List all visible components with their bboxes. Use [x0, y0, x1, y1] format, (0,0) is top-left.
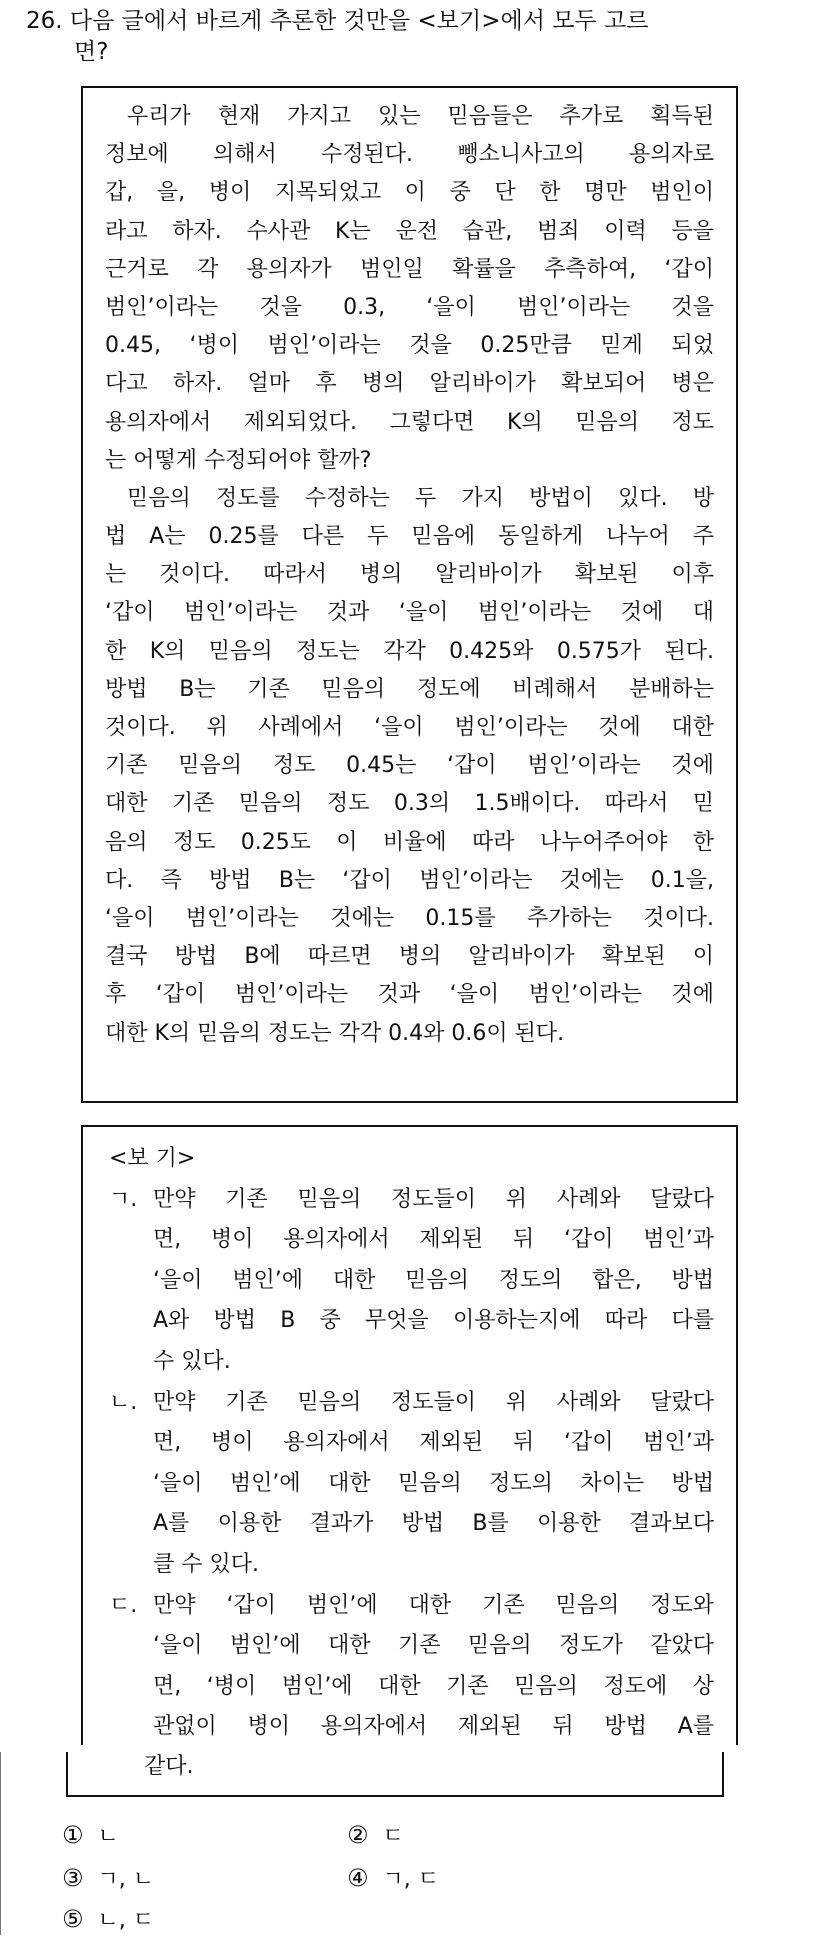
passage-line: 범인’이라는 것을 0.3, ‘을이 범인’이라는 것을: [105, 294, 714, 320]
answer-choice-4[interactable]: [347, 1863, 439, 1895]
choice-number: ③: [62, 1864, 84, 1892]
bogi-item-marker: ㄴ.: [109, 1389, 138, 1415]
answer-choice-2[interactable]: [347, 1820, 404, 1852]
passage-line: 근거로 각 용의자가 범인일 확률을 추측하여, ‘갑이: [105, 256, 714, 282]
passage-line: 한 K의 믿음의 정도는 각각 0.425와 0.575가 된다.: [105, 638, 714, 664]
bogi-item-line: ‘을이 범인’에 대한 믿음의 정도의 합은, 방법: [153, 1267, 714, 1293]
bogi-item-line: 만약 ‘갑이 범인’에 대한 기존 믿음의 정도와: [153, 1592, 714, 1618]
bogi-item-line: A를 이용한 결과가 방법 B를 이용한 결과보다: [153, 1511, 714, 1537]
bogi-item: [109, 1383, 714, 1586]
bogi-item: [109, 1586, 714, 1745]
passage-line: 후 ‘갑이 범인’이라는 것과 ‘을이 범인’이라는 것에: [105, 982, 714, 1008]
passage-line: 기존 믿음의 정도 0.45는 ‘갑이 범인’이라는 것에: [105, 753, 714, 779]
choice-number: ④: [347, 1864, 369, 1892]
choice-text: ㄱ, ㄷ: [382, 1867, 440, 1892]
passage-line: ‘갑이 범인’이라는 것과 ‘을이 범인’이라는 것에 대: [105, 600, 714, 626]
passage-line: 다고 하자. 얼마 후 병의 알리바이가 확보되어 병은: [105, 371, 714, 397]
bogi-item: [109, 1180, 714, 1383]
answer-choice-3[interactable]: [62, 1863, 154, 1895]
bogi-item-marker: ㄷ.: [109, 1592, 138, 1618]
page-divider: [0, 1752, 1, 1935]
choice-number: ①: [62, 1821, 84, 1849]
bogi-item-line: 만약 기존 믿음의 정도들이 위 사례와 달랐다: [153, 1389, 714, 1415]
passage-line: 다. 즉 방법 B는 ‘갑이 범인’이라는 것에는 0.1을,: [105, 867, 714, 893]
choice-number: ②: [347, 1821, 369, 1849]
passage-line: 는 어떻게 수정되어야 할까?: [105, 447, 372, 473]
answer-choice-5[interactable]: [62, 1904, 154, 1936]
question-number: 26.: [26, 8, 63, 34]
bogi-item-line: 관없이 병이 용의자에서 제외된 뒤 방법 A를: [153, 1714, 714, 1740]
passage-line: 갑, 을, 병이 지목되었고 이 중 단 한 명만 범인이: [105, 180, 714, 206]
bogi-item-line: ‘을이 범인’에 대한 믿음의 정도의 차이는 방법: [153, 1470, 714, 1496]
passage-line: 0.45, ‘병이 범인’이라는 것을 0.25만큼 믿게 되었: [105, 333, 714, 359]
question-stem: [26, 6, 786, 68]
bogi-item-line: 면, ‘병이 범인’에 대한 기존 믿음의 정도에 상: [153, 1673, 714, 1699]
passage-line: 법 A는 0.25를 다른 두 믿음에 동일하게 나누어 주: [105, 524, 714, 550]
passage-line: 는 것이다. 따라서 병의 알리바이가 확보된 이후: [105, 562, 714, 588]
question-text-cont: 면?: [74, 39, 109, 65]
bogi-title: <보 기>: [109, 1146, 196, 1171]
passage-line: 대한 K의 믿음의 정도는 각각 0.4와 0.6이 된다.: [105, 1020, 565, 1046]
passage-line: 음의 정도 0.25도 이 비율에 따라 나누어주어야 한: [105, 829, 714, 855]
question-text: 다음 글에서 바르게 추론한 것만을 <보기>에서 모두 고르: [69, 8, 649, 34]
passage-line: 정보에 의해서 수정된다. 뺑소니사고의 용의자로: [105, 142, 714, 168]
choice-text: ㄴ: [97, 1824, 119, 1849]
bogi-item-line: A와 방법 B 중 무엇을 이용하는지에 따라 다를: [153, 1308, 714, 1334]
choice-text: ㄱ, ㄴ: [97, 1867, 155, 1892]
answer-choice-1[interactable]: [62, 1820, 119, 1852]
choice-text: ㄴ, ㄷ: [97, 1908, 155, 1933]
passage-line: 것이다. 위 사례에서 ‘을이 범인’이라는 것에 대한: [105, 715, 714, 740]
choice-number: ⑤: [62, 1905, 84, 1933]
passage-line: 결국 방법 B에 따르면 병의 알리바이가 확보된 이: [105, 944, 714, 970]
bogi-box: [81, 1125, 738, 1745]
passage-line: 방법 B는 기존 믿음의 정도에 비례해서 분배하는: [105, 676, 714, 702]
bogi-item-line: 면, 병이 용의자에서 제외된 뒤 ‘갑이 범인’과: [153, 1227, 714, 1253]
bogi-item-line: 수 있다.: [153, 1348, 231, 1374]
bogi-item-line: 클 수 있다.: [153, 1551, 259, 1577]
passage-line: 라고 하자. 수사관 K는 운전 습관, 범죄 이력 등을: [105, 218, 714, 244]
passage-line: 믿음의 정도를 수정하는 두 가지 방법이 있다. 방: [127, 485, 714, 511]
bogi-box-continuation: [66, 1752, 724, 1797]
bogi-continuation-text: 같다.: [144, 1754, 194, 1779]
choice-text: ㄷ: [382, 1824, 404, 1849]
passage-line: 용의자에서 제외되었다. 그렇다면 K의 믿음의 정도: [105, 409, 714, 435]
bogi-item-line: ‘을이 범인’에 대한 기존 믿음의 정도가 같았다: [153, 1633, 714, 1659]
passage-box: [81, 86, 738, 1103]
passage-line: 우리가 현재 가지고 있는 믿음들은 추가로 획득된: [127, 104, 714, 129]
bogi-item-line: 면, 병이 용의자에서 제외된 뒤 ‘갑이 범인’과: [153, 1430, 714, 1456]
passage-line: ‘을이 범인’이라는 것에는 0.15를 추가하는 것이다.: [105, 905, 714, 931]
passage-line: 대한 기존 믿음의 정도 0.3의 1.5배이다. 따라서 믿: [105, 791, 714, 817]
bogi-item-marker: ㄱ.: [109, 1186, 138, 1212]
bogi-item-line: 만약 기존 믿음의 정도들이 위 사례와 달랐다: [153, 1186, 714, 1212]
